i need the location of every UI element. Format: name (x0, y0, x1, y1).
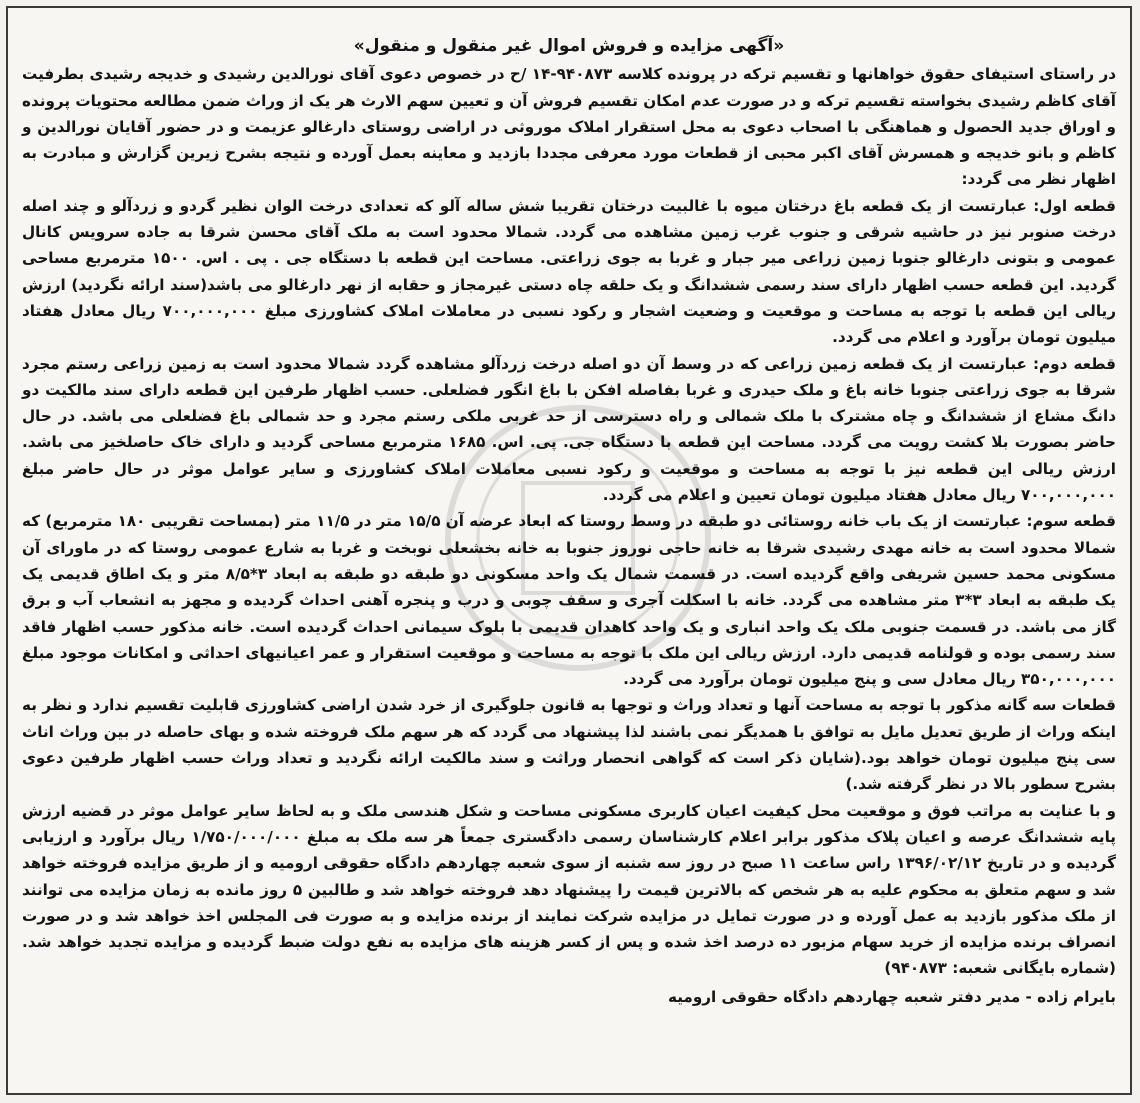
parcel-2-paragraph: قطعه دوم: عبارتست از یک قطعه زمین زراعی که در وسط آن دو اصله درخت زردآلو مشاهده گردد شمالا محدود است به زمین زراعی رستم مجرد شرقا به جوی زراعتی جنوبا خانه باغ و ملک حیدری و غربا بفاصله افکن با باغ انگور فضلعلی. حسب اظهار طرفین این قطعه دارای سند مالکیت دو دانگ مشاع از ششدانگ و چاه مشترک با ملک شمالی و راه دسترسی از حد غربی ملکی رستم مجرد و حد شمالی باغ فضلعلی می باشد. در حال حاضر بصورت بلا کشت رویت می گردد. مساحت این قطعه با دستگاه جی. پی. اس. ۱۶۸۵ مترمربع مساحی گردید و دارای خاک حاصلخیز می باشد. ارزش ریالی این قطعه نیز با توجه به مساحت و موقعیت و رکود نسبی معاملات املاک کشاورزی و سایر عوامل موثر در حال حاضر مبلغ ۷۰۰,۰۰۰,۰۰۰ ریال معادل هفتاد میلیون تومان تعیین و اعلام می گردد. (22, 354, 1116, 505)
notice-title: «آگهی مزایده و فروش اموال غیر منقول و منقول» (353, 36, 785, 56)
notice-page (6, 6, 1132, 1095)
parcel-3-paragraph: قطعه سوم: عبارتست از یک باب خانه روستائی دو طبقه در وسط روستا که ابعاد عرضه آن ۱۵/۵ متر در ۱۱/۵ متر (بمساحت تقریبی ۱۸۰ مترمربع) که شمالا محدود است به خانه مهدی رشیدی شرقا به خانه حاجی نوروز جنوبا به خانه بخشعلی نوبخت و غربا به شارع عمومی روستا که در ماورای آن مسکونی محمد حسین شریفی واقع گردیده است. در قسمت شمال یک واحد مسکونی دو طبقه دو طبقه به ابعاد ۳*۸/۵ متر و یک اطاق قدیمی یک یک طبقه به ابعاد ۳*۳ متر مشاهده می گردد. خانه با اسکلت آجری و سقف چوبی و درب و پنجره آهنی احداث گردیده و مجهز به انشعاب آب و برق گاز می باشد. در قسمت جنوبی ملک یک واحد انباری و یک واحد کاهدان قدیمی با بلوک سیمانی احداث گردیده است. خانه مذکور حسب اظهار فاقد سند رسمی بوده و قولنامه قدیمی دارد. ارزش ریالی این ملک با توجه به مساحت و موقعیت استقرار و عمر اعیانیهای احداثی و امکانات موجود مبلغ ۳۵۰,۰۰۰,۰۰۰ ریال معادل سی و پنج میلیون تومان برآورد می گردد. (22, 512, 1117, 689)
signature-line: بایرام زاده - مدیر دفتر شعبه چهاردهم دادگاه حقوقی ارومیه (668, 987, 1116, 1006)
auction-paragraph: و با عنایت به مراتب فوق و موقعیت محل کیفیت اعیان کاربری مسکونی مساحت و شکل هندسی ملک و به لحاظ سایر عوامل موثر در قضیه ارزش پایه ششدانگ عرصه و اعیان پلاک مذکور برابر اعلام کارشناسان رسمی دادگستری جمعاً هر سه ملک به مبلغ ۱/۷۵۰/۰۰۰/۰۰۰ ریال برآورد و ارزیابی گردیده و در تاریخ ۱۳۹۶/۰۲/۱۲ راس ساعت ۱۱ صبح در روز سه شنبه از سوی شعبه چهاردهم دادگاه حقوقی ارومیه و از طریق مزایده فروخته خواهد شد و سهم متعلق به محکوم علیه به هر شخص که بالاترین قیمت را پیشنهاد دهد فروخته خواهد شد و طالبین ۵ روز مانده به زمان مزایده می توانند از ملک مذکور بازدید به عمل آورده و در صورت تمایل در مزایده شرکت نمایند از برنده مزایده و به صورت فی المجلس اخذ خواهد شد و در صورت انصراف برنده مزایده از خرید سهام مزبور ده درصد اخذ شده و پس از کسر هزینه های مزایده به نفع دولت ضبط گردیده و مزایده تجدید خواهد شد.(شماره بایگانی شعبه: ۹۴۰۸۷۳) (22, 801, 1116, 978)
intro-paragraph: در راستای استیفای حقوق خواهانها و تقسیم ترکه در پرونده کلاسه ۹۴۰۸۷۳-۱۴ /ح در خصوص دعوی آقای نورالدین رشیدی و خدیجه رشیدی بطرفیت آقای کاظم رشیدی بخواسته تقسیم ترکه و در صورت عدم امکان تقسیم فروش آن و تعیین سهم الارث هر یک از وراث ضمن مطالعه محتویات پرونده و اوراق جدید الحصول و هماهنگی با اصحاب دعوی به محل استقرار املاک موروثی در اراضی روستای دارغالو عزیمت و در حضور آقایان نورالدین و کاظم و بانو خدیجه و همسرش آقای اکبر محبی از قطعات مورد معرفی مجددا بازدید و معاینه بعمل آورده و نتیجه بشرح زیرین گزارش و مبادرت به اظهار نظر می گردد: (22, 65, 1117, 189)
parcel-1-paragraph: قطعه اول: عبارتست از یک قطعه باغ درختان میوه با غالبیت درختان تقریبا شش ساله آلو که تعدادی درخت الوان نظیر گردو و زردآلو و چند اصله درخت صنوبر نیز در حاشیه شرقی و جنوب غرب زمین مشاهده می گردد. شمالا محدود است به ملک آقای محسن شرقا به جاده سرویس کانال عمومی و بتونی دارغالو جنوبا زمین زراعی میر جبار و غربا به جوی زراعتی. مساحت این قطعه با دستگاه جی . پی . اس. ۱۵۰۰ مترمربع مساحی گردید. این قطعه حسب اظهار دارای سند رسمی ششدانگ و یک حلقه چاه دستی غیرمجاز و حقابه از نهر دارغالو می باشد(سند ارائه نگردید) ارزش ریالی این قطعه با توجه به مساحت و موقعیت و وضعیت اشجار و رکود نسبی در معاملات املاک کشاورزی مبلغ ۷۰۰,۰۰۰,۰۰۰ ریال معادل هفتاد میلیون تومان برآورد و اعلام می گردد. (22, 196, 1116, 347)
summary-paragraph: قطعات سه گانه مذکور با توجه به مساحت آنها و تعداد وراث و توجها به قانون جلوگیری از خرد شدن اراضی کشاورزی قابلیت تقسیم ندارد و نظر به اینکه وراث از طریق تعدیل مایل به توافق با همدیگر نمی باشند لذا پیشنهاد می گردد که هر سهم ملک فروخته شده و بهای حاصله در بین وراث اناث سی پنج میلیون تومان خواهد بود.(شایان ذکر است که گواهی انحصار وراثت و سند مالکیت ارائه نگردید و تعداد وراث حسب اظهار طرفین دعوی بشرح سطور بالا در نظر گرفته شد.) (22, 696, 1116, 794)
notice-content (8, 8, 1130, 1010)
